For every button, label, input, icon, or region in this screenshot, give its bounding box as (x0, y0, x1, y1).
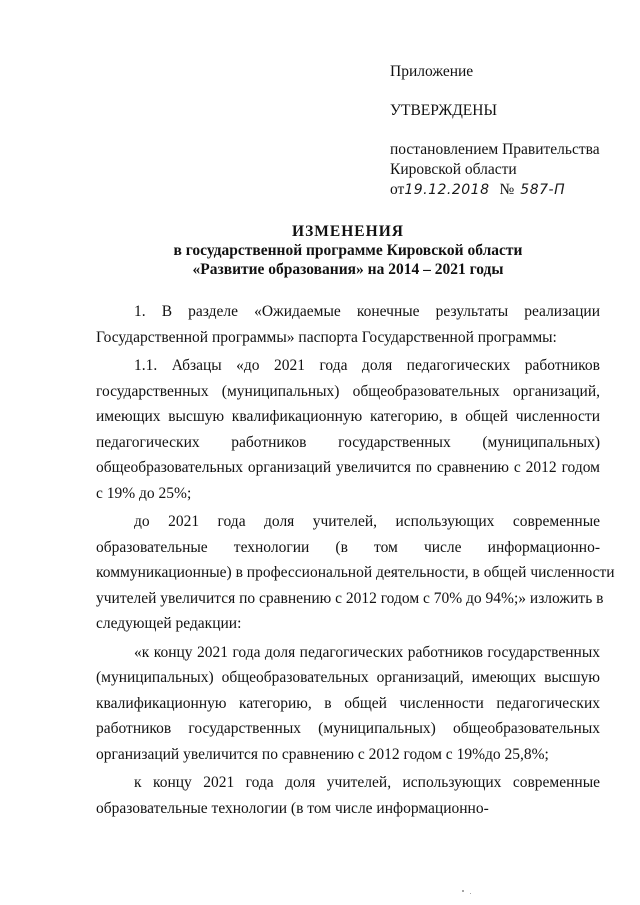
text-line: организаций увеличится по сравнению с 2012 годом с 19%до 25,8%; (96, 745, 549, 763)
scan-speck (462, 890, 464, 892)
title-line-1: ИЗМЕНЕНИЯ (292, 223, 404, 240)
text-line: работников государственных (муниципальных) общеобразовательных (96, 720, 600, 737)
text-line: «к концу 2021 года доля педагогических работников государственных (134, 643, 600, 661)
approved-label: УТВЕРЖДЕНЫ (390, 102, 497, 119)
date-prefix: от (390, 181, 405, 198)
text-line: коммуникационные) в профессиональной деятельности, в общей численности (96, 564, 615, 581)
text-line: до 2021 года доля учителей, использующих современные (134, 513, 600, 530)
document-title (96, 222, 600, 279)
text-line: следующей редакции: (96, 615, 242, 632)
decree-date-line (390, 180, 625, 200)
paragraph (96, 640, 600, 768)
text-line: образовательные технологии (в том числе информационно- (96, 799, 489, 817)
text-line: Государственной программы» паспорта Государственной программы: (96, 328, 557, 346)
number-sign: № (499, 181, 515, 198)
text-line: имеющих высшую квалификационную категорию, в общей численности (96, 408, 600, 425)
paragraph (96, 509, 615, 637)
text-line: 1.1. Абзацы «до 2021 года доля педагогических работников (134, 357, 600, 374)
appendix-label: Приложение (390, 63, 474, 80)
text-line: 1. В разделе «Ожидаемые конечные результаты реализации (134, 303, 600, 320)
document-body (96, 299, 615, 824)
text-line: государственных (муниципальных) общеобразовательных организаций, (96, 382, 600, 400)
handwritten-date: 19.12.2018 (404, 182, 490, 198)
paragraph (96, 353, 600, 506)
text-line: общеобразовательных организаций увеличится по сравнению с 2012 годом (96, 459, 600, 476)
text-line: с 19% до 25%; (96, 484, 192, 502)
text-line: (муниципальных) общеобразовательных организаций, имеющих высшую (96, 669, 600, 686)
paragraph (96, 770, 600, 821)
handwritten-number: 587-П (520, 182, 566, 198)
text-line: учителей увеличится по сравнению с 2012 годом с 70% до 94%;» изложить в (96, 589, 604, 607)
text-line: педагогических работников государственных (муниципальных) (96, 433, 600, 451)
decree-line-2: Кировской области (390, 161, 517, 178)
text-line: к концу 2021 года доля учителей, использующих современные (134, 774, 600, 791)
title-line-3: «Развитие образования» на 2014 – 2021 годы (192, 261, 504, 278)
title-line-2: в государственной программе Кировской области (173, 242, 523, 259)
text-line: квалификационную категорию, в общей численности педагогических (96, 694, 600, 712)
scan-speck (470, 893, 471, 894)
approval-header (390, 62, 625, 200)
decree-line-1: постановлением Правительства (390, 141, 600, 158)
paragraph (96, 299, 600, 350)
text-line: образовательные технологии (в том числе информационно- (96, 538, 600, 556)
